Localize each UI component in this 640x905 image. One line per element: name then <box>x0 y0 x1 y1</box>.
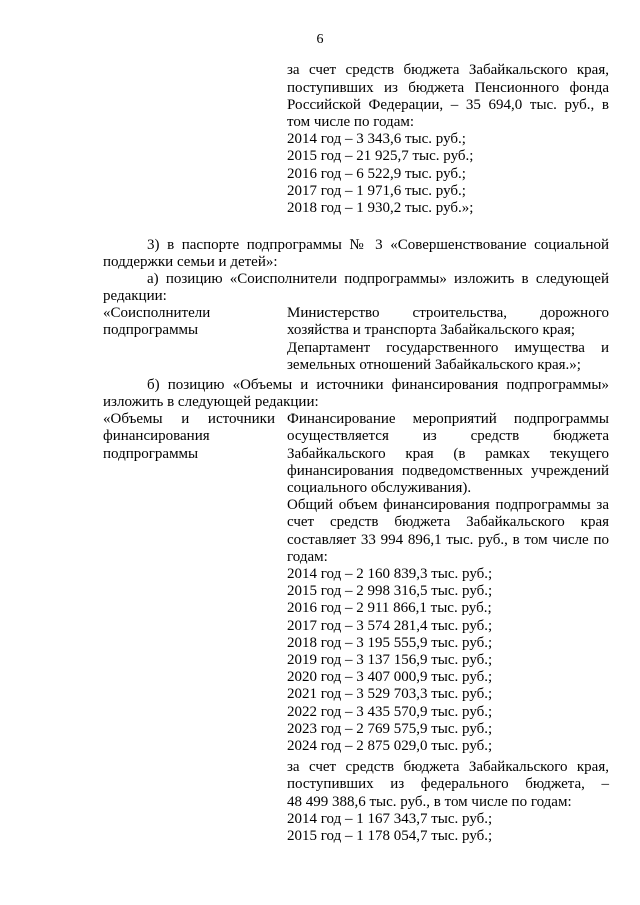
coexec-text-line: хозяйства и транспорта Забайкальского края; <box>287 322 576 338</box>
fin-text-line: годам: <box>287 549 328 565</box>
fin-year-line: 2016 год – 2 911 866,1 тыс. руб.; <box>287 600 492 616</box>
fin-year-line: 2024 год – 2 875 029,0 тыс. руб.; <box>287 738 493 754</box>
year-line: 2018 год – 1 930,2 тыс. руб.»; <box>287 200 474 216</box>
fin-text-line: счет средств бюджета Забайкальского края <box>287 514 609 530</box>
fin-year-line: 2023 год – 2 769 575,9 тыс. руб.; <box>287 721 493 737</box>
fed-text-line: 48 499 388,6 тыс. руб., в том числе по годам: <box>287 794 572 810</box>
top-text-line: поступивших из бюджета Пенсионного фонда <box>287 80 609 96</box>
fin-year-line: 2018 год – 3 195 555,9 тыс. руб.; <box>287 635 493 651</box>
fed-text-line: за счет средств бюджета Забайкальского края, <box>287 759 609 775</box>
fin-text-line: осуществляется из средств бюджета <box>287 428 609 444</box>
top-text-line: за счет средств бюджета Забайкальского края, <box>287 62 609 78</box>
fin-year-line: 2014 год – 2 160 839,3 тыс. руб.; <box>287 566 493 582</box>
page-number: 6 <box>316 32 324 47</box>
fin-text-line: составляет 33 994 896,1 тыс. руб., в том числе по <box>287 532 609 548</box>
coexec-text-line: Департамент государственного имущества и <box>287 340 609 356</box>
year-line: 2017 год – 1 971,6 тыс. руб.; <box>287 183 466 199</box>
coexec-text-line: Министерство строительства, дорожного <box>287 305 609 321</box>
fin-year-line: 2021 год – 3 529 703,3 тыс. руб.; <box>287 686 493 702</box>
fin-label: «Объемы и источники <box>103 411 275 427</box>
top-text-line: Российской Федерации, – 35 694,0 тыс. руб., в <box>287 97 609 113</box>
fin-text-line: финансирования подведомственных учреждений <box>287 463 609 479</box>
fin-year-line: 2015 год – 2 998 316,5 тыс. руб.; <box>287 583 493 599</box>
section3-intro: 3) в паспорте подпрограммы № 3 «Совершенствование социальной <box>147 237 609 253</box>
fed-year-line: 2015 год – 1 178 054,7 тыс. руб.; <box>287 828 493 844</box>
fin-label: финансирования <box>103 428 210 444</box>
coexec-label: «Соисполнители <box>103 305 211 321</box>
fin-label: подпрограммы <box>103 446 199 462</box>
year-line: 2016 год – 6 522,9 тыс. руб.; <box>287 166 466 182</box>
top-text-line: том числе по годам: <box>287 114 415 130</box>
fin-year-line: 2017 год – 3 574 281,4 тыс. руб.; <box>287 618 493 634</box>
fin-text-line: Финансирование мероприятий подпрограммы <box>287 411 609 427</box>
item-a-text: а) позицию «Соисполнители подпрограммы» изложить в следующей <box>147 271 609 287</box>
year-line: 2014 год – 3 343,6 тыс. руб.; <box>287 131 466 147</box>
fed-text-line: поступивших из федерального бюджета, – <box>287 776 609 792</box>
fin-text-line: Забайкальского края (в рамках текущего <box>287 446 609 462</box>
coexec-label: подпрограммы <box>103 322 199 338</box>
section3-intro: поддержки семьи и детей»: <box>103 254 278 270</box>
coexec-text-line: земельных отношений Забайкальского края.»; <box>287 357 581 373</box>
fin-year-line: 2020 год – 3 407 000,9 тыс. руб.; <box>287 669 493 685</box>
item-a-text: редакции: <box>103 288 167 304</box>
fin-text-line: Общий объем финансирования подпрограммы за <box>287 497 609 513</box>
item-b-text: изложить в следующей редакции: <box>103 394 319 410</box>
fed-year-line: 2014 год – 1 167 343,7 тыс. руб.; <box>287 811 493 827</box>
fin-year-line: 2019 год – 3 137 156,9 тыс. руб.; <box>287 652 493 668</box>
year-line: 2015 год – 21 925,7 тыс. руб.; <box>287 148 474 164</box>
fin-year-line: 2022 год – 3 435 570,9 тыс. руб.; <box>287 704 493 720</box>
fin-text-line: социального обслуживания). <box>287 480 472 496</box>
item-b-text: б) позицию «Объемы и источники финансирования подпрограммы» <box>147 377 609 393</box>
